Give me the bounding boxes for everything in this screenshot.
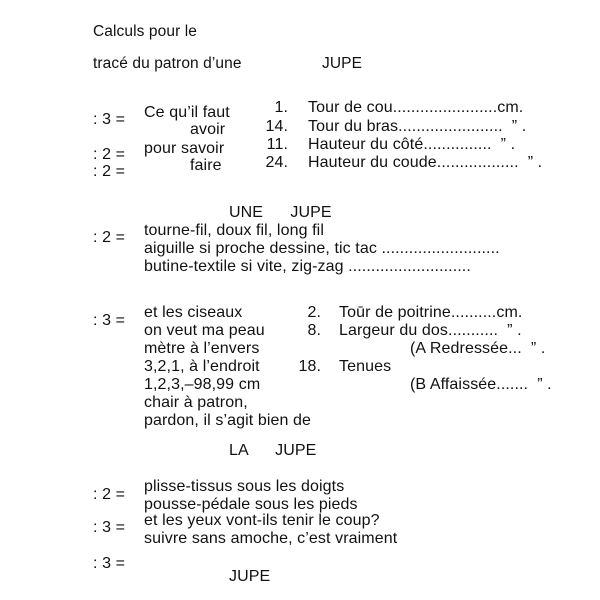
section3-left-5: 1,2,3,–98,99 cm — [144, 376, 261, 393]
section4-line-1: plisse-tissus sous les doigts — [144, 478, 345, 495]
heading-word-jupe: JUPE — [322, 55, 363, 72]
section3-left-7: pardon, il s’agit bien de — [144, 412, 312, 429]
section4-line-4: suivre sans amoche, c’est vraiment — [144, 530, 398, 547]
section1-num-3: 11. — [266, 136, 288, 153]
row-tour-du-bras: Tour du bras....................... ” . — [308, 118, 527, 135]
row-largeur-du-dos: Largeur du dos........... ” . — [339, 322, 522, 339]
row-hauteur-du-coude: Hauteur du coude.................. ” . — [308, 154, 543, 171]
section1-left-3: pour savoir — [144, 140, 225, 157]
op-6: : 2 = — [93, 486, 126, 503]
heading-line-1: Calculs pour le — [93, 23, 198, 40]
op-1: : 3 = — [93, 111, 126, 128]
row-hauteur-du-cote: Hauteur du côté............... ” . — [308, 136, 516, 153]
op-3: : 2 = — [93, 163, 126, 180]
heading-line-2: tracé du patron d’une — [93, 55, 242, 72]
section3-left-1: et les ciseaux — [144, 304, 243, 321]
section1-left-2: avoir — [190, 121, 226, 138]
section1-num-2: 14. — [265, 118, 288, 135]
section3-left-3: mètre à l’envers — [144, 340, 260, 357]
title-la-jupe: LA JUPE — [229, 442, 317, 459]
section1-num-1: 1. — [274, 99, 288, 116]
op-2: : 2 = — [93, 146, 126, 163]
row-tenues: Tenues — [339, 358, 392, 375]
section1-left-1: Ce qu’il faut — [144, 104, 230, 121]
section2-line-1: tourne-fil, doux fil, long fil — [144, 222, 324, 239]
section2-line-3: butine-textile si vite, zig-zag ........................... — [144, 258, 471, 275]
section3-left-6: chair à patron, — [144, 394, 248, 411]
section3-num-2: 8. — [307, 322, 321, 339]
section2-line-2: aiguille si proche dessine, tic tac .......................... — [144, 240, 500, 257]
title-une-jupe: UNE JUPE — [229, 204, 332, 221]
section1-left-4: faire — [190, 157, 222, 174]
section4-line-3: et les yeux vont-ils tenir le coup? — [144, 512, 380, 529]
section3-left-2: on veut ma peau — [144, 322, 265, 339]
section3-left-4: 3,2,1, à l’endroit — [144, 358, 260, 375]
row-tour-de-cou: Tour de cou.......................cm. — [308, 99, 524, 116]
row-tour-de-poitrine: Toūr de poitrine..........cm. — [339, 304, 523, 321]
section1-num-4: 24. — [265, 154, 288, 171]
op-8: : 3 = — [93, 555, 126, 572]
section3-num-1: 2. — [307, 304, 321, 321]
row-a-redressee: (A Redressée... ” . — [410, 340, 546, 357]
final-jupe: JUPE — [229, 568, 271, 585]
op-4: : 2 = — [93, 229, 126, 246]
op-7: : 3 = — [93, 519, 126, 536]
op-5: : 3 = — [93, 312, 126, 329]
section3-num-3: 18. — [298, 358, 321, 375]
row-b-affaissee: (B Affaissée....... ” . — [410, 376, 552, 393]
section4-line-2: pousse-pédale sous les pieds — [144, 496, 358, 513]
